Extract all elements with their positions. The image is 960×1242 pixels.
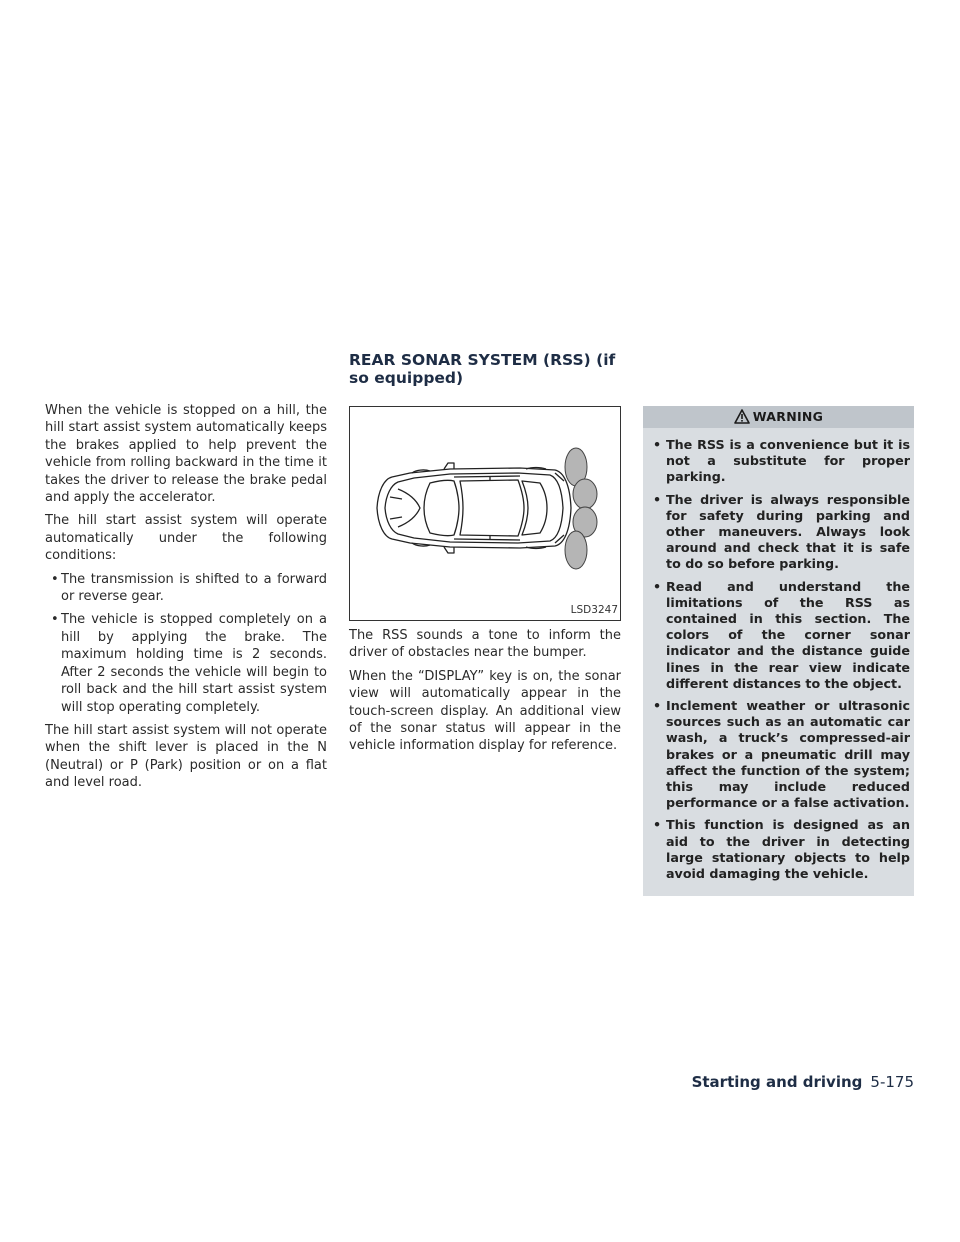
figure-code: LSD3247 [570,603,618,616]
right-column [643,406,914,896]
middle-column [349,406,621,761]
rss-paragraph-2: When the “DISPLAY” key is on, the sonar view will automatically appear in the touch-screen display. An additional view of the sonar status will appear in the vehicle information display for reference. [349,668,621,754]
warning-item: • This function is designed as an aid to the driver in detecting large stationary objects to help avoid damaging the vehicle. [649,817,910,882]
sonar-zone-center-top [573,479,597,509]
warning-item: • The RSS is a convenience but it is not a substitute for proper parking. [649,437,910,486]
section-heading: REAR SONAR SYSTEM (RSS) (if so equipped) [349,351,616,387]
warning-item: • The driver is always responsible for safety during parking and other maneuvers. Always look around and check that it is safe to do so before parking. [649,492,910,573]
rss-paragraph-1: The RSS sounds a tone to inform the driver of obstacles near the bumper. [349,628,621,661]
warning-triangle-icon [734,409,750,424]
car-sonar-illustration [350,407,620,620]
rss-figure [349,406,621,621]
warning-list [643,428,914,882]
warning-title: WARNING [752,409,824,424]
condition-item: • The vehicle is stopped completely on a hill by applying the brake. The maximum holding time is 2 seconds. After 2 seconds the vehicle will begin to roll back and the hill start assist system will stop operating completely. [45,611,327,715]
footer-chapter: Starting and driving [691,1073,863,1091]
warning-header [643,406,914,428]
hill-start-paragraph-2: The hill start assist system will operate automatically under the following conditions: [45,513,327,564]
hill-start-paragraph-3: The hill start assist system will not operate when the shift lever is placed in the N (Neutral) or P (Park) position or on a flat and level road. [45,722,327,791]
warning-item: • Inclement weather or ultrasonic sources such as an automatic car wash, a truck’s compressed-air brakes or a pneumatic drill may affect the function of the system; this may include reduced performance or a false activation. [649,698,910,811]
hill-start-paragraph-1: When the vehicle is stopped on a hill, the hill start assist system automatically keeps the brakes applied to help prevent the vehicle from rolling backward in the time it takes the driver to release the brake pedal and apply the accelerator. [45,403,327,506]
hill-start-conditions-list [45,571,327,716]
car-top-view [377,463,571,553]
condition-item: • The transmission is shifted to a forward or reverse gear. [45,571,327,606]
left-column [45,402,327,798]
sonar-zone-corner-bottom [565,531,587,569]
page-number: 5-175 [870,1073,914,1091]
warning-item: • Read and understand the limitations of the RSS as contained in this section. The colors of the corner sonar indicator and the distance guide lines in the rear view indicate different distances to the object. [649,579,910,692]
warning-box [643,406,914,896]
page-footer [692,1073,914,1091]
